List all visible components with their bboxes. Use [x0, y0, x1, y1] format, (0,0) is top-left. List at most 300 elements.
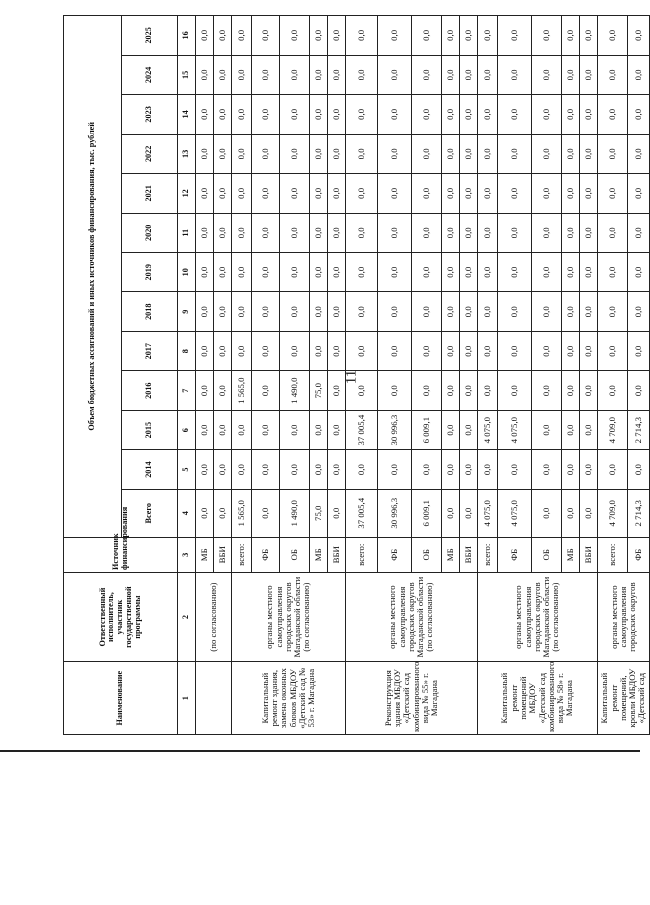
year-cell: 0,0: [498, 331, 532, 370]
year-cell: 0,0: [280, 253, 310, 292]
year-cell: 0,0: [498, 16, 532, 56]
year-cell: 0,0: [598, 95, 628, 134]
funding-source: ВБИ: [460, 537, 478, 572]
table-row: [478, 16, 498, 735]
funding-source: МБ: [562, 537, 580, 572]
executor: органы местного самоуправления городских округов: [598, 572, 650, 661]
year-cell: 0,0: [532, 213, 562, 252]
year-cell: 0,0: [378, 55, 412, 94]
year-cell: 0,0: [378, 174, 412, 213]
total-cell: 1 565,0: [232, 489, 252, 537]
year-cell: 37 005,4: [346, 410, 378, 449]
total-cell: 30 996,3: [378, 489, 412, 537]
event-name: Реконструкция здания МБДОУ «Детский сад комбинированного вида № 55» г. Магадана: [346, 662, 478, 735]
year-cell: 0,0: [232, 450, 252, 489]
event-name: Капитальный ремонт здания, замена оконных блоков МБДОУ «Детский сад № 53» г. Магадана: [232, 662, 346, 735]
year-cell: 0,0: [280, 292, 310, 331]
year-cell: 0,0: [598, 55, 628, 94]
year-cell: 0,0: [460, 174, 478, 213]
year-cell: 0,0: [232, 134, 252, 173]
year-cell: 0,0: [310, 174, 328, 213]
year-cell: 0,0: [378, 331, 412, 370]
year-cell: 0,0: [346, 174, 378, 213]
header-year: 2022: [122, 134, 178, 173]
year-cell: 0,0: [498, 292, 532, 331]
col-number: 6: [178, 410, 196, 449]
col-number: 12: [178, 174, 196, 213]
year-cell: 0,0: [412, 292, 442, 331]
year-cell: 0,0: [232, 16, 252, 56]
year-cell: 0,0: [628, 292, 650, 331]
page-number: 11: [343, 369, 360, 385]
year-cell: 0,0: [532, 292, 562, 331]
year-cell: 0,0: [412, 55, 442, 94]
year-cell: 0,0: [580, 450, 598, 489]
year-cell: 0,0: [498, 174, 532, 213]
year-cell: 0,0: [460, 55, 478, 94]
year-cell: 0,0: [412, 95, 442, 134]
year-cell: 0,0: [562, 55, 580, 94]
col-number: 5: [178, 450, 196, 489]
funding-source: МБ: [310, 537, 328, 572]
year-cell: 0,0: [498, 253, 532, 292]
year-cell: 0,0: [442, 213, 460, 252]
year-cell: 0,0: [280, 174, 310, 213]
year-cell: 0,0: [580, 331, 598, 370]
year-cell: 0,0: [196, 253, 214, 292]
year-cell: 0,0: [478, 16, 498, 56]
col-number: 1: [178, 662, 196, 735]
year-cell: 0,0: [196, 16, 214, 56]
year-cell: 0,0: [214, 55, 232, 94]
header-year: 2023: [122, 95, 178, 134]
year-cell: 0,0: [214, 213, 232, 252]
year-cell: 0,0: [442, 134, 460, 173]
year-cell: 0,0: [252, 55, 280, 94]
year-cell: 0,0: [580, 134, 598, 173]
year-cell: 0,0: [478, 95, 498, 134]
year-cell: 0,0: [232, 331, 252, 370]
year-cell: 0,0: [478, 371, 498, 410]
year-cell: 0,0: [378, 16, 412, 56]
year-cell: 0,0: [460, 450, 478, 489]
header-year: 2017: [122, 331, 178, 370]
header-year: 2021: [122, 174, 178, 213]
year-cell: 0,0: [562, 292, 580, 331]
total-cell: 37 005,4: [346, 489, 378, 537]
year-cell: 0,0: [310, 95, 328, 134]
year-cell: 0,0: [232, 174, 252, 213]
year-cell: 0,0: [280, 213, 310, 252]
year-cell: 0,0: [252, 450, 280, 489]
header-year: 2025: [122, 16, 178, 56]
year-cell: 4 075,0: [498, 410, 532, 449]
column-numbers-row: [178, 16, 196, 735]
col-number: 15: [178, 55, 196, 94]
total-cell: 4 709,0: [598, 489, 628, 537]
year-cell: 0,0: [580, 174, 598, 213]
year-cell: 0,0: [310, 450, 328, 489]
executor: (по согласованию): [196, 572, 232, 661]
year-cell: 0,0: [196, 95, 214, 134]
year-cell: 0,0: [328, 55, 346, 94]
year-cell: 0,0: [478, 55, 498, 94]
year-cell: 0,0: [498, 371, 532, 410]
col-number: 8: [178, 331, 196, 370]
year-cell: 1 490,0: [280, 371, 310, 410]
year-cell: 0,0: [252, 174, 280, 213]
year-cell: 0,0: [460, 213, 478, 252]
year-cell: 0,0: [346, 55, 378, 94]
year-cell: 0,0: [346, 292, 378, 331]
funding-source: всего:: [346, 537, 378, 572]
year-cell: 0,0: [346, 371, 378, 410]
total-cell: 4 075,0: [498, 489, 532, 537]
total-cell: 0,0: [214, 489, 232, 537]
year-cell: 0,0: [196, 174, 214, 213]
year-cell: 0,0: [232, 410, 252, 449]
year-cell: 0,0: [478, 292, 498, 331]
year-cell: 0,0: [378, 95, 412, 134]
year-cell: 0,0: [532, 331, 562, 370]
funding-source: всего:: [598, 537, 628, 572]
funding-source: всего:: [232, 537, 252, 572]
year-cell: 0,0: [460, 292, 478, 331]
year-cell: 0,0: [328, 292, 346, 331]
year-cell: 0,0: [378, 450, 412, 489]
table-row: [598, 16, 628, 735]
year-cell: 0,0: [214, 450, 232, 489]
year-cell: 0,0: [628, 134, 650, 173]
year-cell: 0,0: [412, 253, 442, 292]
year-cell: 0,0: [280, 16, 310, 56]
rotated-page: [63, 15, 647, 735]
year-cell: 0,0: [280, 95, 310, 134]
year-cell: 0,0: [328, 410, 346, 449]
year-cell: 0,0: [196, 450, 214, 489]
year-cell: 0,0: [252, 371, 280, 410]
table-row: [232, 16, 252, 735]
year-cell: 0,0: [252, 331, 280, 370]
year-cell: 0,0: [598, 213, 628, 252]
bottom-rule: [0, 750, 640, 752]
year-cell: 0,0: [580, 253, 598, 292]
year-cell: 0,0: [442, 450, 460, 489]
year-cell: 0,0: [346, 16, 378, 56]
year-cell: 0,0: [442, 16, 460, 56]
year-cell: 0,0: [442, 253, 460, 292]
year-cell: 0,0: [442, 95, 460, 134]
year-cell: 0,0: [598, 253, 628, 292]
col-number: 2: [178, 572, 196, 661]
year-cell: 0,0: [328, 16, 346, 56]
year-cell: 0,0: [478, 213, 498, 252]
year-cell: 0,0: [460, 410, 478, 449]
col-number: 7: [178, 371, 196, 410]
total-cell: 0,0: [252, 489, 280, 537]
executor: органы местного самоуправления городских округов Магаданской области (по согласованию): [232, 572, 346, 661]
year-cell: 0,0: [412, 16, 442, 56]
year-cell: 0,0: [460, 16, 478, 56]
header-name: Наименование: [64, 662, 178, 735]
year-cell: 0,0: [628, 213, 650, 252]
total-cell: 75,0: [310, 489, 328, 537]
year-cell: 0,0: [628, 371, 650, 410]
year-cell: 0,0: [252, 213, 280, 252]
year-cell: 0,0: [252, 16, 280, 56]
budget-table: [63, 15, 650, 735]
year-cell: 0,0: [580, 292, 598, 331]
year-cell: 0,0: [498, 213, 532, 252]
year-cell: 0,0: [346, 253, 378, 292]
year-cell: 0,0: [252, 134, 280, 173]
total-cell: 0,0: [328, 489, 346, 537]
year-cell: 0,0: [628, 55, 650, 94]
year-cell: 0,0: [214, 95, 232, 134]
year-cell: 0,0: [532, 410, 562, 449]
year-cell: 0,0: [196, 410, 214, 449]
year-cell: 0,0: [580, 371, 598, 410]
year-cell: 0,0: [580, 410, 598, 449]
year-cell: 0,0: [598, 450, 628, 489]
year-cell: 0,0: [412, 134, 442, 173]
year-cell: 0,0: [460, 253, 478, 292]
total-cell: 1 490,0: [280, 489, 310, 537]
year-cell: 0,0: [532, 253, 562, 292]
year-cell: 0,0: [280, 331, 310, 370]
total-cell: 4 075,0: [478, 489, 498, 537]
funding-source: ФБ: [378, 537, 412, 572]
year-cell: 0,0: [280, 55, 310, 94]
year-cell: 0,0: [252, 253, 280, 292]
year-cell: 0,0: [598, 174, 628, 213]
table-row: [196, 16, 214, 735]
header-year: 2014: [122, 450, 178, 489]
year-cell: 0,0: [280, 450, 310, 489]
year-cell: 0,0: [532, 55, 562, 94]
total-cell: 0,0: [460, 489, 478, 537]
col-number: 9: [178, 292, 196, 331]
total-cell: 0,0: [580, 489, 598, 537]
year-cell: 0,0: [598, 331, 628, 370]
header-year: 2020: [122, 213, 178, 252]
funding-source: ВБИ: [328, 537, 346, 572]
year-cell: 0,0: [598, 371, 628, 410]
funding-source: ОБ: [532, 537, 562, 572]
executor: органы местного самоуправления городских округов Магаданской области (по согласованию): [346, 572, 478, 661]
year-cell: 0,0: [310, 16, 328, 56]
header-source: Источник финансирования: [64, 537, 178, 572]
year-cell: 0,0: [214, 134, 232, 173]
year-cell: 0,0: [214, 292, 232, 331]
header-total: Всего: [122, 489, 178, 537]
year-cell: 0,0: [628, 331, 650, 370]
year-cell: 0,0: [412, 331, 442, 370]
year-cell: 0,0: [310, 253, 328, 292]
funding-source: МБ: [196, 537, 214, 572]
funding-source: ВБИ: [214, 537, 232, 572]
year-cell: 0,0: [598, 134, 628, 173]
year-cell: 0,0: [232, 292, 252, 331]
year-cell: 0,0: [580, 213, 598, 252]
year-cell: 0,0: [412, 213, 442, 252]
year-cell: 0,0: [214, 16, 232, 56]
year-cell: 0,0: [478, 253, 498, 292]
year-cell: 0,0: [460, 331, 478, 370]
year-cell: 0,0: [532, 16, 562, 56]
year-cell: 1 565,0: [232, 371, 252, 410]
funding-source: ФБ: [628, 537, 650, 572]
year-cell: 0,0: [498, 55, 532, 94]
year-cell: 2 714,3: [628, 410, 650, 449]
executor: органы местного самоуправления городских округов Магаданской области (по согласованию): [478, 572, 598, 661]
year-cell: 0,0: [328, 95, 346, 134]
year-cell: 0,0: [478, 134, 498, 173]
year-cell: 0,0: [628, 450, 650, 489]
year-cell: 0,0: [310, 134, 328, 173]
event-name: Капитальный ремонт помещений, кровли МБДОУ «Детский сад: [598, 662, 650, 735]
funding-source: МБ: [442, 537, 460, 572]
year-cell: 0,0: [478, 331, 498, 370]
year-cell: 0,0: [310, 292, 328, 331]
funding-source: ОБ: [280, 537, 310, 572]
year-cell: 0,0: [478, 174, 498, 213]
funding-source: ФБ: [252, 537, 280, 572]
year-cell: 0,0: [328, 331, 346, 370]
year-cell: 0,0: [562, 450, 580, 489]
year-cell: 0,0: [442, 371, 460, 410]
year-cell: 0,0: [252, 95, 280, 134]
year-cell: 0,0: [310, 410, 328, 449]
year-cell: 0,0: [460, 134, 478, 173]
year-cell: 0,0: [214, 331, 232, 370]
year-cell: 0,0: [346, 213, 378, 252]
year-cell: 0,0: [214, 371, 232, 410]
year-cell: 0,0: [562, 253, 580, 292]
year-cell: 0,0: [196, 371, 214, 410]
col-number: 11: [178, 213, 196, 252]
year-cell: 75,0: [310, 371, 328, 410]
year-cell: 0,0: [532, 134, 562, 173]
year-cell: 0,0: [196, 292, 214, 331]
table-row: [346, 16, 378, 735]
col-number: 13: [178, 134, 196, 173]
year-cell: 0,0: [580, 95, 598, 134]
year-cell: 0,0: [232, 213, 252, 252]
year-cell: 0,0: [346, 331, 378, 370]
header-year: 2015: [122, 410, 178, 449]
year-cell: 0,0: [412, 371, 442, 410]
year-cell: 0,0: [328, 174, 346, 213]
year-cell: 0,0: [532, 450, 562, 489]
event-name: Капитальный ремонт помещений МБДОУ «Детский сад комбинированного вида № 58» г. Магадана: [478, 662, 598, 735]
year-cell: 0,0: [562, 174, 580, 213]
year-cell: 0,0: [532, 95, 562, 134]
year-cell: 4 075,0: [478, 410, 498, 449]
year-cell: 30 996,3: [378, 410, 412, 449]
year-cell: 0,0: [562, 410, 580, 449]
year-cell: 0,0: [498, 134, 532, 173]
year-cell: 0,0: [310, 331, 328, 370]
year-cell: 0,0: [346, 95, 378, 134]
year-cell: 0,0: [498, 450, 532, 489]
year-cell: 0,0: [232, 55, 252, 94]
col-number: 4: [178, 489, 196, 537]
year-cell: 0,0: [328, 450, 346, 489]
year-cell: 0,0: [196, 331, 214, 370]
year-cell: 0,0: [378, 292, 412, 331]
header-volume: Объем бюджетных ассигнований и иных источников финансирования, тыс. рублей: [64, 16, 122, 538]
col-number: 10: [178, 253, 196, 292]
year-cell: 0,0: [328, 213, 346, 252]
year-cell: 0,0: [310, 55, 328, 94]
year-cell: 0,0: [196, 55, 214, 94]
year-cell: 0,0: [580, 55, 598, 94]
col-number: 16: [178, 16, 196, 56]
year-cell: 0,0: [378, 213, 412, 252]
header-year: 2018: [122, 292, 178, 331]
year-cell: 0,0: [412, 450, 442, 489]
year-cell: 0,0: [280, 134, 310, 173]
table-body: [196, 16, 650, 735]
year-cell: 0,0: [328, 371, 346, 410]
funding-source: ВБИ: [580, 537, 598, 572]
year-cell: 0,0: [562, 213, 580, 252]
year-cell: 0,0: [442, 292, 460, 331]
year-cell: 0,0: [412, 174, 442, 213]
year-cell: 0,0: [214, 410, 232, 449]
year-cell: 0,0: [628, 174, 650, 213]
year-cell: 0,0: [346, 450, 378, 489]
year-cell: 0,0: [328, 134, 346, 173]
header-year: 2016: [122, 371, 178, 410]
event-name: [196, 662, 232, 735]
total-cell: 2 714,3: [628, 489, 650, 537]
year-cell: 0,0: [232, 253, 252, 292]
year-cell: 0,0: [580, 16, 598, 56]
year-cell: 0,0: [598, 16, 628, 56]
year-cell: 0,0: [628, 16, 650, 56]
year-cell: 0,0: [252, 292, 280, 331]
total-cell: 0,0: [196, 489, 214, 537]
year-cell: 0,0: [328, 253, 346, 292]
year-cell: 0,0: [196, 213, 214, 252]
year-cell: 0,0: [214, 174, 232, 213]
year-cell: 0,0: [562, 371, 580, 410]
year-cell: 0,0: [252, 410, 280, 449]
year-cell: 0,0: [460, 95, 478, 134]
total-cell: 0,0: [442, 489, 460, 537]
year-cell: 0,0: [442, 410, 460, 449]
col-number: 3: [178, 537, 196, 572]
year-cell: 0,0: [442, 331, 460, 370]
year-cell: 0,0: [628, 253, 650, 292]
col-number: 14: [178, 95, 196, 134]
year-cell: 0,0: [562, 134, 580, 173]
year-cell: 0,0: [378, 371, 412, 410]
year-cell: 0,0: [562, 95, 580, 134]
year-cell: 0,0: [196, 134, 214, 173]
year-cell: 0,0: [562, 16, 580, 56]
year-cell: 0,0: [378, 253, 412, 292]
year-cell: 0,0: [310, 213, 328, 252]
year-cell: 0,0: [280, 410, 310, 449]
year-cell: 0,0: [232, 95, 252, 134]
year-cell: 0,0: [442, 174, 460, 213]
year-cell: 0,0: [532, 174, 562, 213]
year-cell: 0,0: [442, 55, 460, 94]
year-cell: 0,0: [628, 95, 650, 134]
